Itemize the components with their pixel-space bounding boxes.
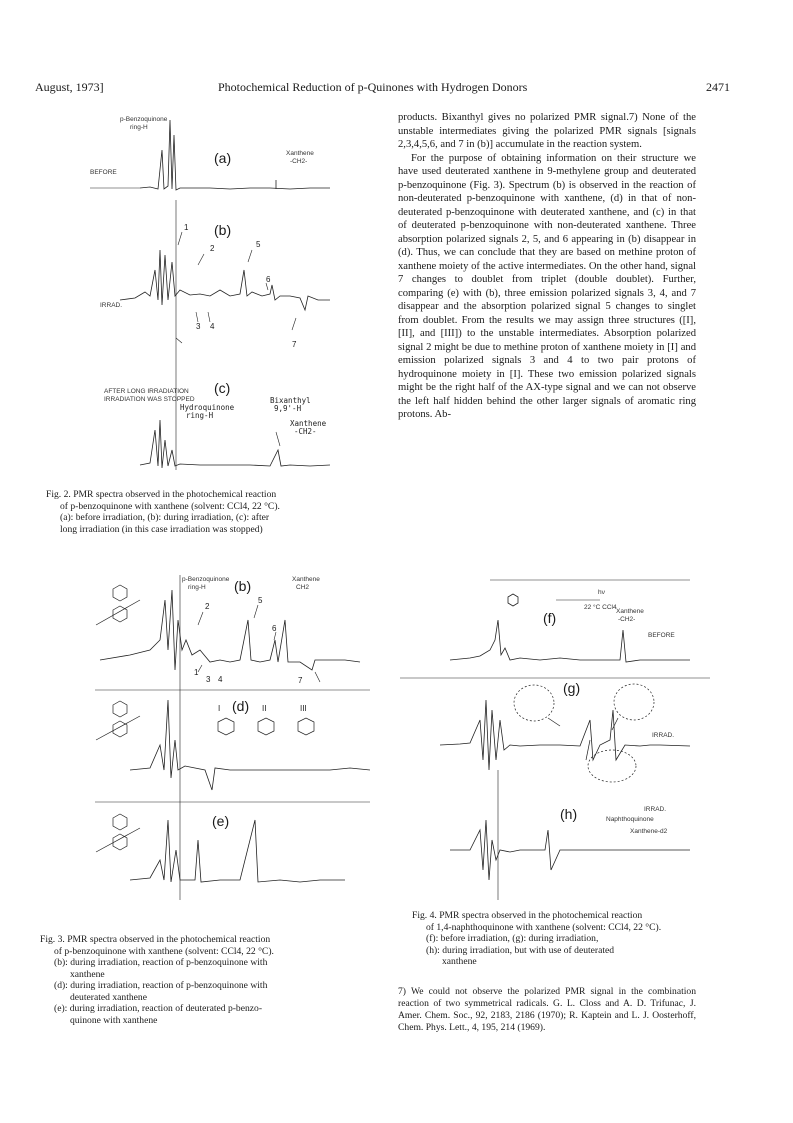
fig4-solvent-label: 22 °C CCl4 bbox=[584, 604, 617, 611]
fig4-caption-line: (f): before irradiation, (g): during irradiation, bbox=[426, 933, 599, 944]
fig2-signal-5: 5 bbox=[256, 240, 261, 249]
fig2-signal-4: 4 bbox=[210, 322, 215, 331]
fig3-signal-5: 5 bbox=[258, 596, 263, 605]
fig2-caption-line: long irradiation (in this case irradiation was stopped) bbox=[60, 523, 263, 535]
fig3-signal-3: 3 bbox=[206, 675, 211, 684]
fig2-irrad-label: IRRAD. bbox=[100, 302, 123, 309]
fig2-hq-ringh-label: ring-H bbox=[186, 411, 214, 420]
fig4-caption-line: of 1,4-naphthoquinone with xanthene (solvent: CCl4, 22 °C). bbox=[426, 921, 662, 933]
fig2-ch2-label: -CH2- bbox=[290, 158, 308, 165]
fig2-signal-2: 2 bbox=[210, 244, 215, 253]
fig2-after-label-2: IRRADIATION WAS STOPPED bbox=[104, 396, 195, 403]
running-header-date: August, 1973] bbox=[35, 80, 104, 94]
fig2-panel-b: (b) bbox=[214, 222, 232, 238]
fig2-panel-c: (c) bbox=[214, 380, 231, 396]
fig3-bq-label: p-Benzoquinone bbox=[182, 576, 230, 583]
fig3-caption-line: (b): during irradiation, reaction of p-benzoquinone with bbox=[54, 957, 268, 968]
running-header-title: Photochemical Reduction of p-Quinones with Hydrogen Donors bbox=[218, 80, 528, 94]
fig2-after-label-1: AFTER LONG IRRADIATION bbox=[104, 388, 189, 395]
fig4-caption-line: xanthene bbox=[442, 956, 477, 967]
fig4-panel-f: (f) bbox=[543, 610, 557, 626]
footnote-7: 7) We could not observe the polarized PMR signal in the combination reaction of two symmetrical radicals. G. L. Closs and A. D. Trifunac, J. Amer. Chem. Soc., 92, 2183, 2186 (1970); R. Kaptein and L. J. Oosterhoff, Chem. Phys. Lett., 4, 195, 214 (1969). bbox=[398, 986, 696, 1033]
paragraph-2: For the purpose of obtaining information on their structure we have used deuterated xanthene in 9-methylene group and deuterated p-benzoquinone (Fig. 3). Spectrum (b) is observed in the reaction of non-deuterated p-benzoquinone with xanthene, (d) in that of non-deuterated p-benzoquinone with deuterated xanthene, and (c) in that of deuterated p-benzoquinone with non-deuterated xanthene. Three absorption polarized signals 2, 5, and 6 appearing in (b) disappear in (d). Thus, we can conclude that they are based on methine proton of xanthene moiety of the active intermediates. On the other hand, signal 7 changes to doublet from triplet (double doublet). Further, comparing (e) with (b), three emission polarized signals 3, 4, and 7 disappear and the absorption polarized signal 5 changes to singlet from doublet. From the results we may assign three structures ([I], [II], and [III]) to the unstable intermediates. Absorption polarized signal 2 might be due to methine proton of xanthene moiety in [I] and emission polarized signals 3 and 4 to two pair protons of hydroquinone moiety in [I]. These two emission polarized signals might be the right half of the AX-type signal and we can not observe the left half hidden behind the other larger signals of aromatic ring protons. Ab- bbox=[398, 152, 696, 420]
fig2-bixanthyl-label: Bixanthyl bbox=[270, 396, 311, 405]
fig4-caption-line: (h): during irradiation, but with use of deuterated bbox=[426, 944, 615, 956]
fig2-ringh-label: ring-H bbox=[130, 124, 148, 131]
fig3-caption-line: xanthene bbox=[70, 968, 105, 980]
fig2-hydroquinone-label: Hydroquinone bbox=[180, 403, 235, 412]
fig4-panel-g: (g) bbox=[563, 680, 581, 696]
fig3-signal-6: 6 bbox=[272, 624, 277, 633]
fig4-caption bbox=[412, 910, 712, 968]
fig4-before-label: BEFORE bbox=[648, 632, 675, 639]
fig3-panel-b: (b) bbox=[234, 578, 252, 594]
fig3-ringh-label: ring-H bbox=[188, 584, 206, 591]
fig3-caption-line: quinone with xanthene bbox=[70, 1014, 158, 1026]
fig3-struct-III: III bbox=[300, 704, 307, 713]
fig4-xanthene-label: Xanthene bbox=[616, 608, 644, 615]
fig2-bixanthyl-pos-label: 9,9'-H bbox=[274, 404, 302, 413]
fig3-signal-1: 1 bbox=[194, 668, 199, 677]
fig3-panel-e: (e) bbox=[212, 813, 230, 829]
fig3-caption-line: (d): during irradiation, reaction of p-benzoquinone with bbox=[54, 980, 268, 991]
fig3-struct-II: II bbox=[262, 704, 267, 713]
fig2-signal-1: 1 bbox=[184, 223, 189, 232]
fig2-xanthene-label: Xanthene bbox=[286, 150, 314, 157]
fig2-caption-line: Fig. 2. PMR spectra observed in the photochemical reaction bbox=[46, 489, 277, 500]
page-number: 2471 bbox=[706, 80, 730, 94]
fig4-ch2-label: -CH2- bbox=[618, 616, 636, 623]
fig3-xanthene-label: Xanthene bbox=[292, 576, 320, 583]
fig2-before-label: BEFORE bbox=[90, 169, 117, 176]
fig4-xanthene-d-label: Xanthene-d2 bbox=[630, 828, 668, 835]
fig3-signal-4: 4 bbox=[218, 675, 223, 684]
paragraph-1: products. Bixanthyl gives no polarized PMR signal.7) None of the unstable intermediates giving the polarized PMR signals [signals 2,3,4,5,6, and 7 in (b)] accumulate in the reaction system. bbox=[398, 112, 696, 150]
fig4-irrad2-label: IRRAD. bbox=[644, 806, 667, 813]
fig4-naphtho-label: Naphthoquinone bbox=[606, 816, 654, 823]
fig4-caption-line: Fig. 4. PMR spectra observed in the photochemical reaction bbox=[412, 910, 643, 921]
fig2-signal-6: 6 bbox=[266, 275, 271, 284]
fig2-signal-7: 7 bbox=[292, 340, 297, 349]
fig3-signal-2: 2 bbox=[205, 602, 210, 611]
fig3-caption-line: deuterated xanthene bbox=[70, 991, 147, 1003]
fig3-struct-I: I bbox=[218, 704, 221, 713]
fig3-panel-d: (d) bbox=[232, 698, 250, 714]
fig2-xanthene2-label: Xanthene bbox=[290, 419, 327, 428]
fig2-panel-a: (a) bbox=[214, 150, 232, 166]
fig4-panel-h: (h) bbox=[560, 806, 578, 822]
fig4-hv-label: hν bbox=[598, 589, 605, 596]
fig2-caption-line: of p-benzoquinone with xanthene (solvent: CCl4, 22 °C). bbox=[60, 500, 280, 512]
fig4-irrad-label: IRRAD. bbox=[652, 732, 675, 739]
fig3-signal-7: 7 bbox=[298, 676, 303, 685]
fig2-bq-label: p-Benzoquinone bbox=[120, 116, 168, 123]
fig2-signal-3: 3 bbox=[196, 322, 201, 331]
fig3-caption-line: Fig. 3. PMR spectra observed in the photochemical reaction bbox=[40, 934, 271, 945]
fig3-caption-line: (e): during irradiation, reaction of deuterated p-benzo- bbox=[54, 1003, 263, 1014]
fig2-caption-line: (a): before irradiation, (b): during irradiation, (c): after bbox=[60, 512, 270, 523]
fig2-ch2-2-label: -CH2- bbox=[294, 427, 317, 436]
fig3-ch2-label: CH2 bbox=[296, 584, 310, 591]
fig3-caption-line: of p-benzoquinone with xanthene (solvent: CCl4, 22 °C). bbox=[54, 945, 274, 957]
